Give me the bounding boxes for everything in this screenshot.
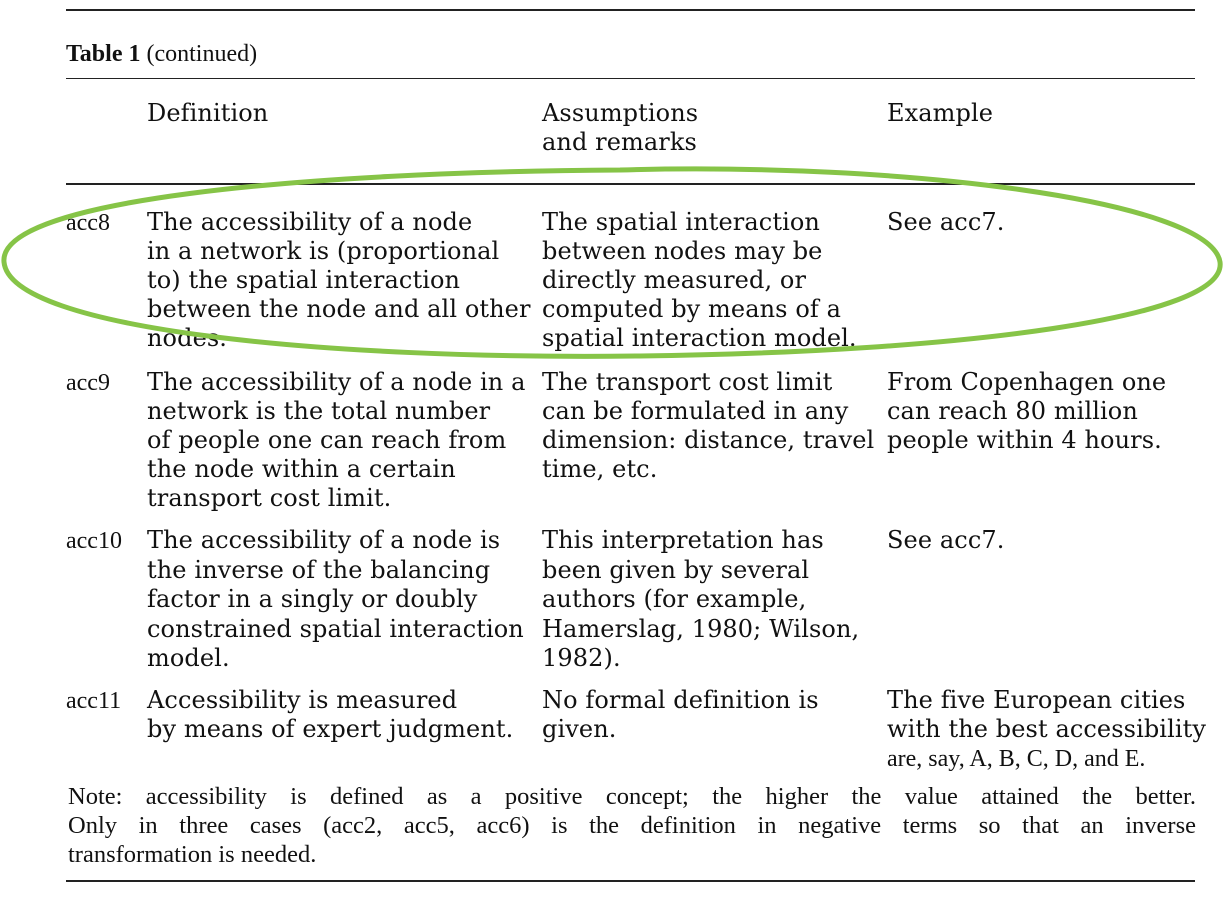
- assumption-line: The transport cost limit: [542, 368, 833, 396]
- assumption-line: can be formulated in any: [542, 397, 849, 425]
- definition-line: in a network is (proportional: [147, 237, 500, 265]
- example-line: From Copenhagen one: [887, 368, 1167, 396]
- definition-line: nodes.: [147, 324, 228, 352]
- header-rule: [66, 183, 1195, 185]
- note-line: Note: accessibility is defined as a positive concept; the higher the value attained the better.: [68, 783, 1196, 810]
- definition-line: transport cost limit.: [147, 484, 392, 512]
- example-line: are, say, A, B, C, D, and E.: [887, 746, 1146, 772]
- definition-line: by means of expert judgment.: [147, 715, 514, 743]
- assumption-line: computed by means of a: [542, 295, 842, 323]
- definition-line: the inverse of the balancing: [147, 556, 491, 584]
- example-line: with the best accessibility: [887, 715, 1207, 743]
- assumption-line: This interpretation has: [542, 526, 824, 554]
- table-caption-suffix: (continued): [146, 41, 258, 67]
- note-line: transformation is needed.: [68, 841, 317, 868]
- assumption-line: Hamerslag, 1980; Wilson,: [542, 615, 860, 643]
- definition-line: The accessibility of a node: [147, 208, 473, 236]
- assumption-line: directly measured, or: [542, 266, 807, 294]
- assumption-line: The spatial interaction: [542, 208, 820, 236]
- bottom-rule: [66, 880, 1195, 882]
- example-line: people within 4 hours.: [887, 426, 1162, 454]
- assumption-line: between nodes may be: [542, 237, 823, 265]
- definition-line: of people one can reach from: [147, 426, 507, 454]
- assumption-line: spatial interaction model.: [542, 324, 857, 352]
- definition-line: Accessibility is measured: [147, 686, 458, 714]
- column-header-assumptions-line2: and remarks: [542, 128, 697, 156]
- column-header-definition: Definition: [147, 99, 269, 127]
- definition-line: model.: [147, 644, 230, 672]
- caption-rule: [66, 78, 1195, 79]
- definition-line: The accessibility of a node is: [147, 526, 501, 554]
- row-id: acc10: [66, 528, 122, 554]
- assumption-line: dimension: distance, travel: [542, 426, 875, 454]
- column-header-example: Example: [887, 99, 994, 127]
- assumption-line: time, etc.: [542, 455, 658, 483]
- example-line: can reach 80 million: [887, 397, 1138, 425]
- definition-line: The accessibility of a node in a: [147, 368, 526, 396]
- row-id: acc11: [66, 688, 122, 714]
- definition-line: to) the spatial interaction: [147, 266, 461, 294]
- assumption-line: authors (for example,: [542, 585, 807, 613]
- table-caption: [66, 40, 257, 69]
- note-line: Only in three cases (acc2, acc5, acc6) is the definition in negative terms so that an inverse: [68, 812, 1196, 839]
- example-line: The five European cities: [887, 686, 1186, 714]
- row-id: acc9: [66, 370, 110, 396]
- assumption-line: 1982).: [542, 644, 621, 672]
- example-line: See acc7.: [887, 526, 1005, 554]
- column-header-assumptions-line1: Assumptions: [542, 99, 699, 127]
- table-note: [68, 782, 1196, 869]
- definition-line: the node within a certain: [147, 455, 456, 483]
- row-id: acc8: [66, 210, 110, 236]
- definition-line: constrained spatial interaction: [147, 615, 524, 643]
- definition-line: factor in a singly or doubly: [147, 585, 478, 613]
- example-line: See acc7.: [887, 208, 1005, 236]
- assumption-line: No formal definition is: [542, 686, 819, 714]
- assumption-line: given.: [542, 715, 617, 743]
- definition-line: network is the total number: [147, 397, 491, 425]
- top-rule: [66, 9, 1195, 11]
- table-caption-label: Table 1: [66, 41, 141, 67]
- assumption-line: been given by several: [542, 556, 810, 584]
- definition-line: between the node and all other: [147, 295, 531, 323]
